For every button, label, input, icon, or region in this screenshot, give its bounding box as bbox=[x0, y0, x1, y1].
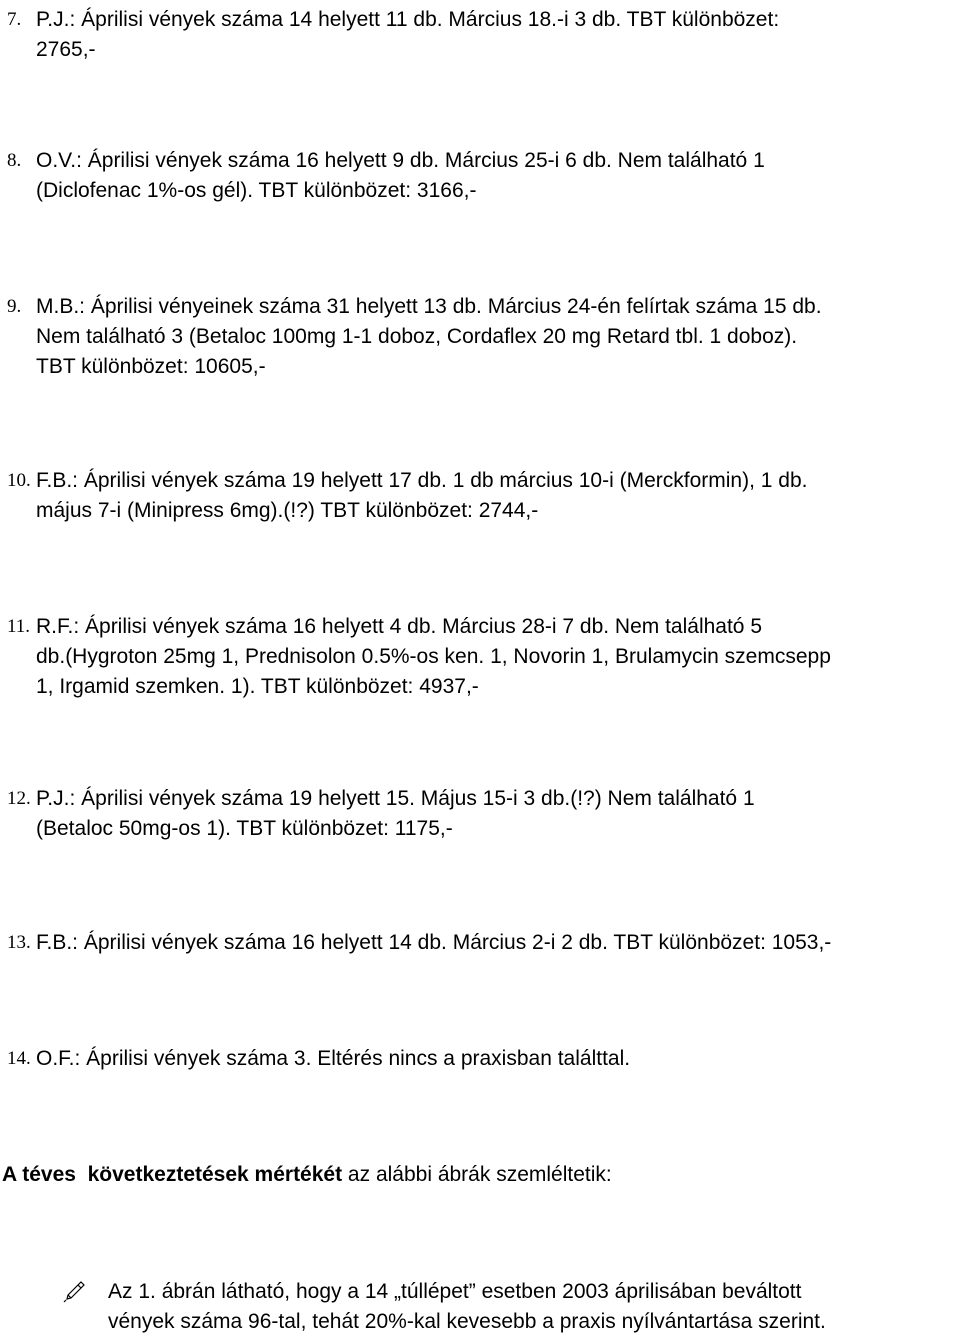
item-line: P.J.: Áprilisi vények száma 14 helyett 11 db. Március 18.-i 3 db. TBT különbözet: bbox=[36, 8, 780, 31]
item-12 bbox=[0, 784, 955, 844]
item-line: O.V.: Áprilisi vények száma 16 helyett 9 db. Március 25-i 6 db. Nem található 1 bbox=[36, 149, 765, 172]
item-text bbox=[36, 612, 955, 702]
item-text bbox=[36, 292, 955, 382]
item-line: R.F.: Áprilisi vények száma 16 helyett 4 db. Március 28-i 7 db. Nem található 5 bbox=[36, 615, 762, 638]
item-line: O.F.: Áprilisi vények száma 3. Eltérés nincs a praxisban találttal. bbox=[36, 1047, 631, 1070]
item-text bbox=[36, 5, 955, 65]
item-line: M.B.: Áprilisi vényeinek száma 31 helyett 13 db. Március 24-én felírtak száma 15 db. bbox=[36, 295, 822, 318]
item-number: 7. bbox=[7, 9, 22, 30]
item-line: 1, Irgamid szemken. 1). TBT különbözet: 4937,- bbox=[36, 675, 479, 698]
item-line: május 7-i (Minipress 6mg).(!?) TBT különbözet: 2744,- bbox=[36, 499, 539, 522]
bullet-line: Az 1. ábrán látható, hogy a 14 „túllépet” esetben 2003 áprilisában beváltott bbox=[108, 1280, 802, 1303]
summary-sentence bbox=[2, 1160, 612, 1190]
item-number: 14. bbox=[7, 1048, 31, 1069]
pencil-icon bbox=[62, 1279, 86, 1303]
item-line: (Diclofenac 1%-os gél). TBT különbözet: 3166,- bbox=[36, 179, 477, 202]
item-line: Nem található 3 (Betaloc 100mg 1-1 doboz, Cordaflex 20 mg Retard tbl. 1 doboz). bbox=[36, 325, 798, 348]
item-text bbox=[36, 146, 955, 206]
summary-bold-1: A téves bbox=[2, 1163, 76, 1186]
item-text bbox=[36, 784, 955, 844]
item-number: 12. bbox=[7, 788, 31, 809]
item-text bbox=[36, 466, 955, 526]
summary-rest: az alábbi ábrák szemléltetik: bbox=[342, 1163, 612, 1186]
item-14 bbox=[0, 1044, 955, 1074]
item-10 bbox=[0, 466, 955, 526]
item-line: db.(Hygroton 25mg 1, Prednisolon 0.5%-os ken. 1, Novorin 1, Brulamycin szemcsepp bbox=[36, 645, 831, 668]
item-line: (Betaloc 50mg-os 1). TBT különbözet: 1175,- bbox=[36, 817, 453, 840]
item-line: TBT különbözet: 10605,- bbox=[36, 355, 266, 378]
bullet-text bbox=[108, 1277, 960, 1337]
bullet-line: vények száma 96-tal, tehát 20%-kal kevesebb a praxis nyílvántartása szerint. bbox=[108, 1310, 826, 1333]
item-text bbox=[36, 1044, 955, 1074]
item-number: 11. bbox=[7, 616, 31, 637]
item-number: 8. bbox=[7, 150, 22, 171]
item-11 bbox=[0, 612, 955, 702]
item-text bbox=[36, 928, 955, 958]
item-number: 13. bbox=[7, 932, 31, 953]
item-number: 10. bbox=[7, 470, 31, 491]
item-line: F.B.: Áprilisi vények száma 19 helyett 17 db. 1 db március 10-i (Merckformin), 1 db. bbox=[36, 469, 808, 492]
item-line: P.J.: Áprilisi vények száma 19 helyett 15. Május 15-i 3 db.(!?) Nem található 1 bbox=[36, 787, 755, 810]
summary-bold-2: következtetések mértékét bbox=[87, 1163, 343, 1186]
item-line: 2765,- bbox=[36, 38, 96, 61]
item-9 bbox=[0, 292, 955, 382]
item-line: F.B.: Áprilisi vények száma 16 helyett 14 db. Március 2-i 2 db. TBT különbözet: 1053,- bbox=[36, 931, 832, 954]
item-number: 9. bbox=[7, 296, 22, 317]
item-8 bbox=[0, 146, 955, 206]
item-13 bbox=[0, 928, 955, 958]
item-7 bbox=[0, 5, 955, 65]
bullet-item bbox=[62, 1277, 960, 1337]
